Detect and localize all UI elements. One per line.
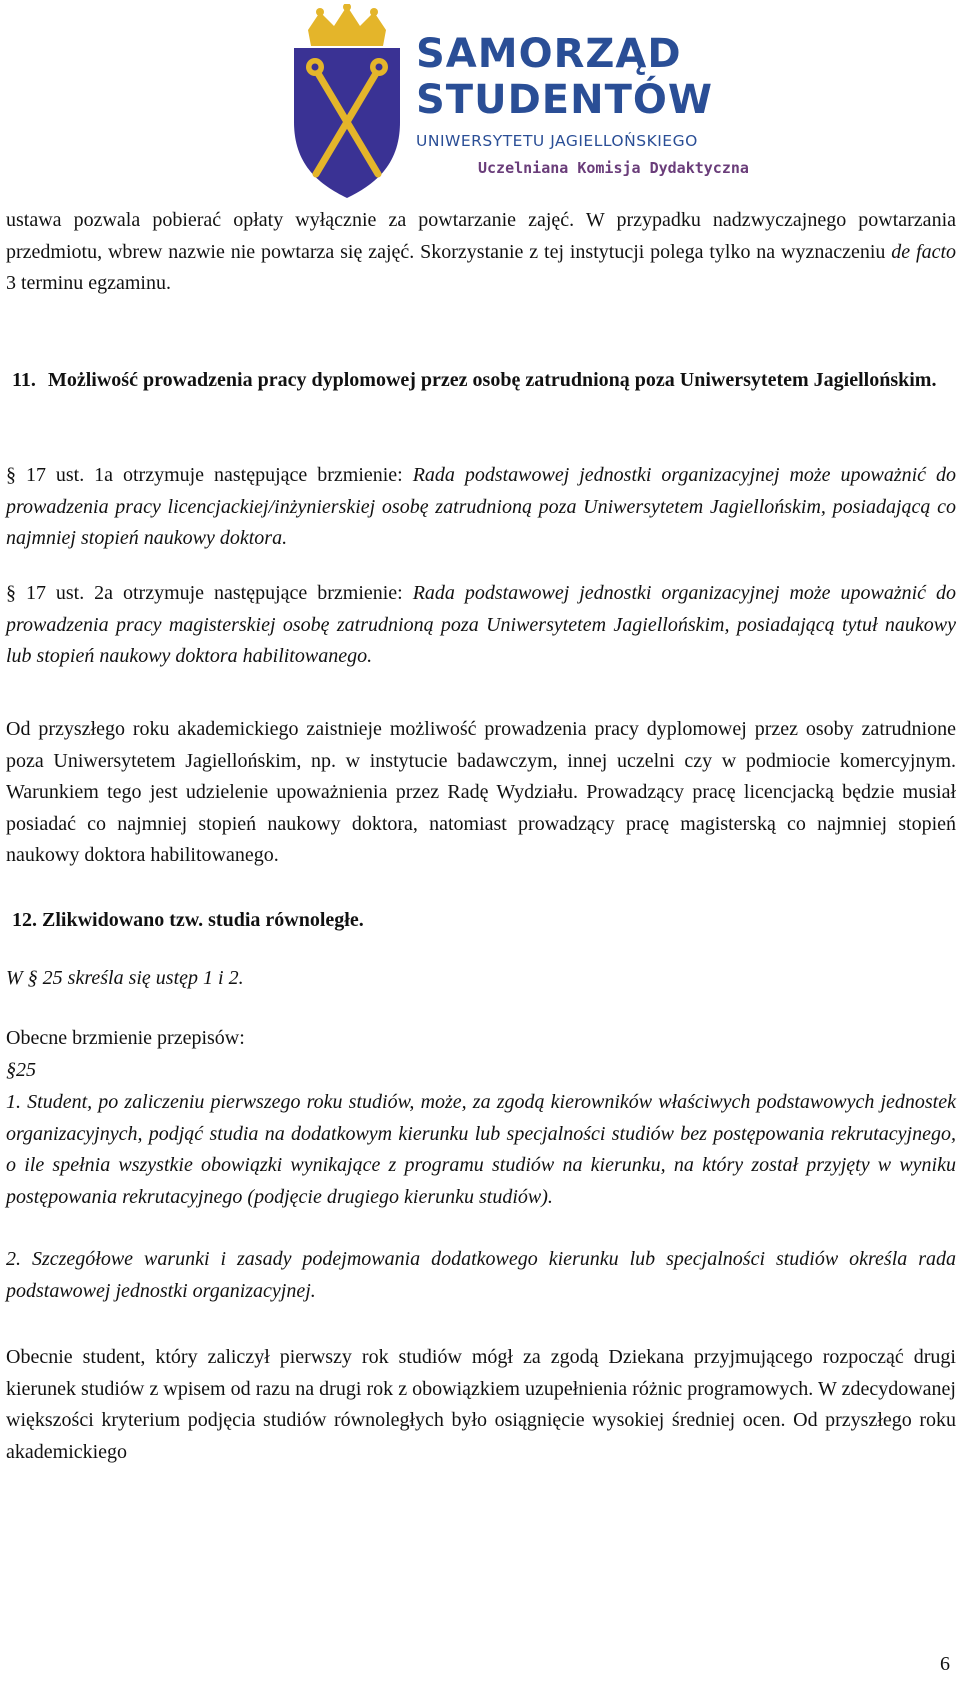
paragraph-1-quote: Rada podstawowej jednostki organizacyjnej może upoważnić do prowadzenia pracy licencjackiej/inżynierskiej osobę zatrudnioną poza Uniwersytetem Jagiellońskim, posiadającą co najmniej stopień naukowy doktora. xyxy=(6,464,956,549)
intro-italic: de facto xyxy=(891,240,957,263)
intro-paragraph xyxy=(6,205,956,300)
paragraph-2-lead: § 17 ust. 2a otrzymuje następujące brzmienie: xyxy=(6,582,413,604)
section-11-paragraph-3: Od przyszłego roku akademickiego zaistnieje możliwość prowadzenia pracy dyplomowej przez osoby zatrudnione poza Uniwersytetem Jagiellońskim, np. w instytucie badawczym, innej uczelni czy w podmiocie komercyjnym. Warunkiem tego jest udzielenie upoważnienia przez Radę Wydziału. Prowadzący pracę licencjacką będzie musiał posiadać co najmniej stopień naukowy doktora, natomiast prowadzący pracę magisterską co najmniej stopień naukowy doktora habilitowanego. xyxy=(6,718,956,866)
section-12-heading: 12. Zlikwidowano tzw. studia równoległe. xyxy=(12,909,364,931)
section-11-title: Możliwość prowadzenia pracy dyplomowej przez osobę zatrudnioną poza Uniwersytetem Jagiellońskim. xyxy=(48,369,937,391)
section-12-change: W § 25 skreśla się ustęp 1 i 2. xyxy=(6,967,244,989)
intro-text-2: 3 terminu egzaminu. xyxy=(6,272,171,294)
section-11-heading xyxy=(6,365,956,396)
header-logo xyxy=(286,4,749,202)
intro-text-1: ustawa pozwala pobierać opłaty wyłącznie za powtarzanie zajęć. W przypadku nadzwyczajnego powtarzania przedmiotu, wbrew nazwie nie powtarza się zajęć. Skorzystanie z tej instytucji polega tylko na wyznaczeniu xyxy=(6,209,956,263)
logo-line-1: SAMORZĄD xyxy=(416,31,682,77)
logo-line-2: STUDENTÓW xyxy=(416,77,713,123)
paragraph-1-lead: § 17 ust. 1a otrzymuje następujące brzmienie: xyxy=(6,464,413,486)
paragraph-sign: §25 xyxy=(6,1059,36,1081)
section-11-paragraph-2 xyxy=(6,578,956,673)
provision-item-1: 1. Student, po zaliczeniu pierwszego roku studiów, może, za zgodą kierowników właściwych podstawowych jednostek organizacyjnych, podjąć studia na dodatkowym kierunku lub specjalności studiów bez postępowania rekrutacyjnego, o ile spełnia wszystkie obowiązki wynikające z programu studiów na kierunku, na który został przyjęty w wyniku postępowania rekrutacyjnego (podjęcie drugiego kierunku studiów). xyxy=(6,1091,956,1208)
section-11-number: 11. xyxy=(12,369,36,391)
logo-line-4: Uczelniana Komisja Dydaktyczna xyxy=(478,159,749,177)
logo-text xyxy=(416,31,749,177)
logo-line-3: UNIWERSYTETU JAGIELLOŃSKIEGO xyxy=(416,132,698,150)
closing-paragraph: Obecnie student, który zaliczył pierwszy rok studiów mógł za zgodą Dziekana przyjmującego rozpocząć drugi kierunek studiów z wpisem od razu na drugi rok z obowiązkiem uzupełnienia różnic programowych. W zdecydowanej większości kryterium podjęcia studiów równoległych było osiągnięcie wysokiej średniej ocen. Od przyszłego roku akademickiego xyxy=(6,1346,956,1463)
provision-item-2: 2. Szczegółowe warunki i zasady podejmowania dodatkowego kierunku lub specjalności studiów określa rada podstawowej jednostki organizacyjnej. xyxy=(6,1248,956,1302)
university-crest-icon xyxy=(286,4,408,200)
page-number: 6 xyxy=(940,1653,950,1675)
section-11-paragraph-1 xyxy=(6,460,956,555)
paragraph-2-quote: Rada podstawowej jednostki organizacyjnej może upoważnić do prowadzenia pracy magisterskiej osobę zatrudnioną poza Uniwersytetem Jagiellońskim, posiadającą tytuł naukowy lub stopień naukowy doktora habilitowanego. xyxy=(6,582,956,667)
current-provisions-label: Obecne brzmienie przepisów: xyxy=(6,1027,245,1049)
